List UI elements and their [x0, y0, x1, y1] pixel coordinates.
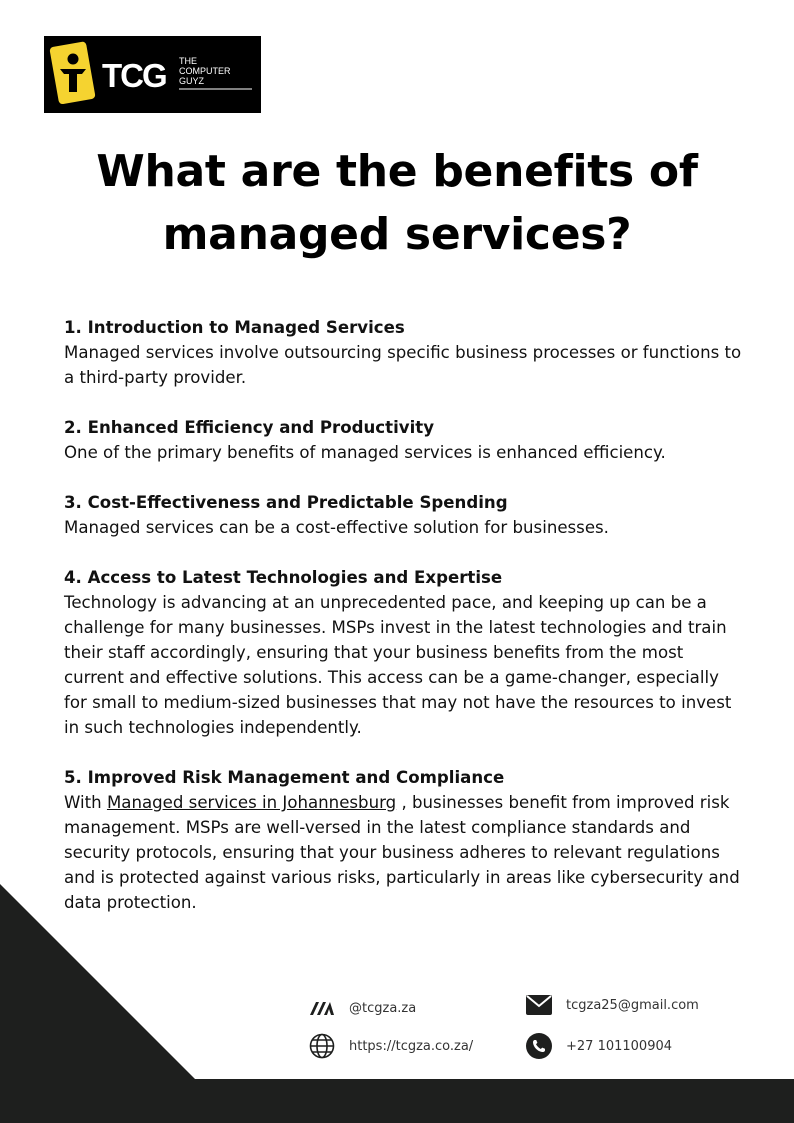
decorative-triangle — [0, 884, 200, 1080]
section-heading: 4. Access to Latest Technologies and Expertise — [64, 568, 503, 587]
section-heading: 1. Introduction to Managed Services — [64, 318, 405, 337]
envelope-icon — [525, 991, 553, 1019]
social-contact[interactable] — [308, 994, 416, 1022]
title-line-1: What are the benefits of — [96, 146, 698, 197]
section-heading: 3. Cost-Effectiveness and Predictable Spending — [64, 493, 508, 512]
social-handle: @tcgza.za — [349, 1000, 417, 1016]
article-content — [64, 315, 744, 940]
footer-bar — [0, 1079, 794, 1123]
logo-mark: TCG — [102, 57, 166, 94]
section-body: Managed services can be a cost-effective solution for businesses. — [64, 518, 609, 537]
section-body-prefix: With — [64, 793, 107, 812]
website-url: https://tcgza.co.za/ — [349, 1038, 474, 1054]
section-body: One of the primary benefits of managed services is enhanced efficiency. — [64, 443, 666, 462]
logo-tagline-1: THE — [179, 56, 197, 66]
logo-graphic — [44, 36, 261, 113]
section-cost — [64, 490, 744, 540]
phone-icon — [525, 1032, 553, 1060]
page-title — [60, 140, 734, 266]
email-contact[interactable] — [525, 991, 699, 1019]
title-line-2: managed services? — [162, 209, 632, 260]
brand-logo-icon — [308, 994, 336, 1022]
logo-person-head — [68, 54, 79, 65]
section-heading: 2. Enhanced Efficiency and Productivity — [64, 418, 435, 437]
phone-contact[interactable] — [525, 1032, 672, 1060]
section-body: Managed services involve outsourcing specific business processes or functions to a third-party provider. — [64, 343, 742, 387]
section-heading: 5. Improved Risk Management and Compliance — [64, 768, 505, 787]
email-address: tcgza25@gmail.com — [566, 997, 699, 1013]
phone-number: +27 101100904 — [566, 1038, 673, 1054]
section-body: Technology is advancing at an unprecedented pace, and keeping up can be a challenge for many businesses. MSPs invest in the latest technologies and train their staff accordingly, ensuring that your business benefits from the most current and effective solutions. This access can be a game-changer, especially for small to medium-sized businesses that may not have the resources to invest in such technologies independently. — [64, 593, 732, 737]
globe-icon — [308, 1032, 336, 1060]
section-introduction — [64, 315, 744, 390]
section-technologies — [64, 565, 744, 740]
website-contact[interactable] — [308, 1032, 473, 1060]
company-logo — [44, 36, 261, 113]
johannesburg-services-link[interactable]: Managed services in Johannesburg — [106, 793, 397, 812]
logo-tagline-3: GUYZ — [179, 76, 205, 86]
logo-tagline-2: COMPUTER — [179, 66, 231, 76]
section-body-suffix: , businesses benefit from improved risk management. MSPs are well-versed in the latest compliance standards and security protocols, ensuring that your business adheres to relevant regulations and is protected against various risks, particularly in areas like cybersecurity and data protection. — [64, 793, 740, 912]
section-efficiency — [64, 415, 744, 465]
